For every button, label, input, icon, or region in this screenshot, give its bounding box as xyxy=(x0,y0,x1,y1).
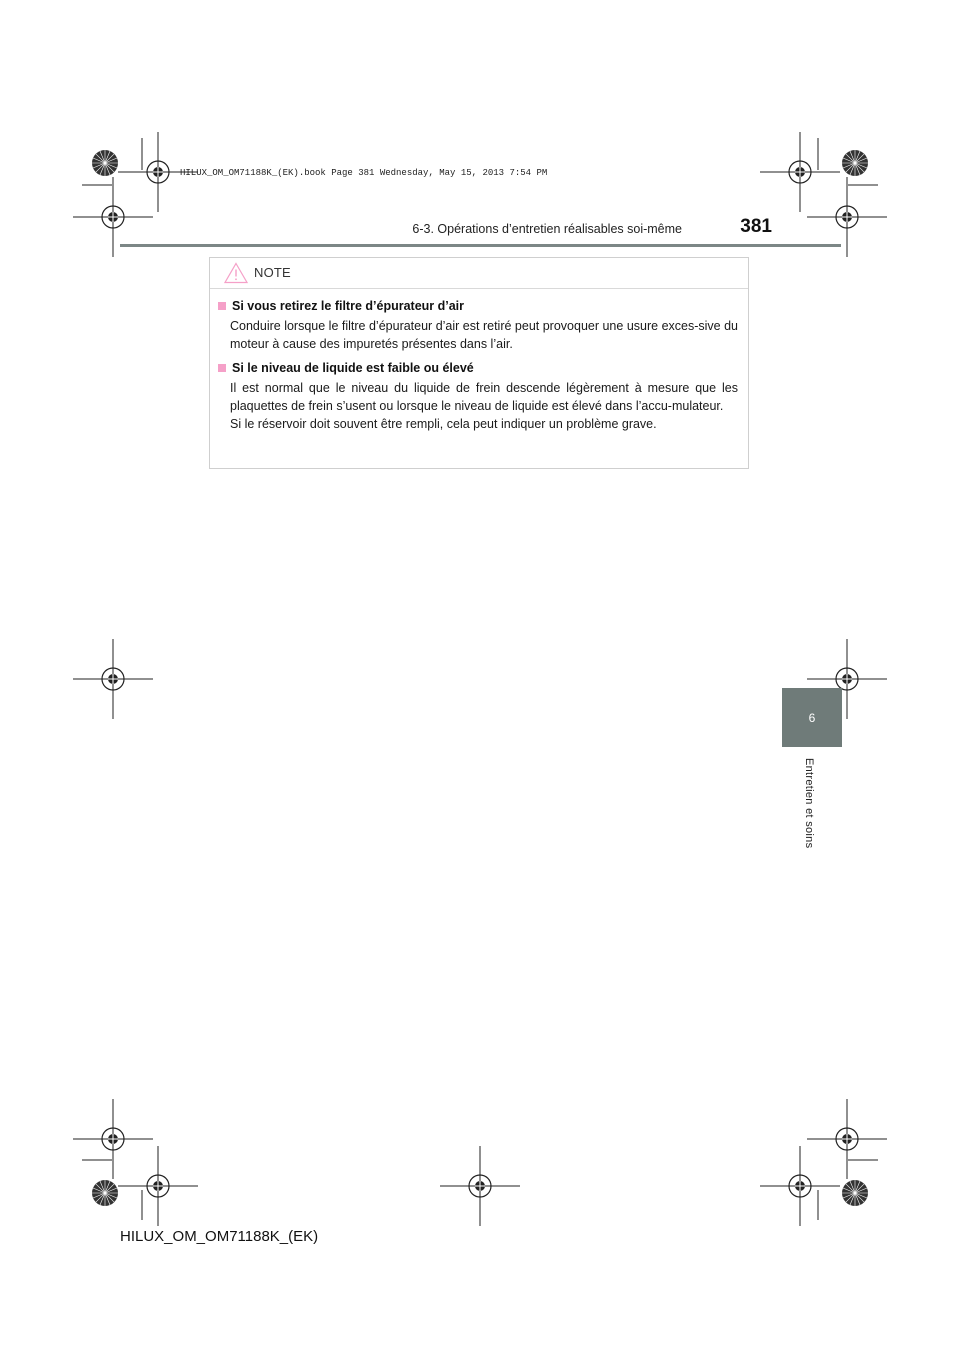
square-bullet-icon xyxy=(218,302,226,310)
note-item-text: Conduire lorsque le filtre d’épurateur d’air est retiré peut provoquer une usure exces-sive du moteur à cause des impuretés présentes dans l’air. xyxy=(230,319,738,351)
chapter-tab xyxy=(782,688,842,747)
note-item-heading-text: Si le niveau de liquide est faible ou élevé xyxy=(232,361,474,375)
section-title: 6-3. Opérations d’entretien réalisables soi-même xyxy=(412,222,682,236)
note-item-heading-text: Si vous retirez le filtre d’épurateur d’air xyxy=(232,299,465,313)
note-item xyxy=(218,361,738,433)
chapter-side-label: Entretien et soins xyxy=(803,758,815,849)
warning-triangle-icon xyxy=(224,262,248,284)
note-label: NOTE xyxy=(254,265,291,280)
note-header xyxy=(210,258,748,289)
note-item-text: Si le réservoir doit souvent être rempli, cela peut indiquer un problème grave. xyxy=(230,417,657,431)
note-item-heading xyxy=(218,299,738,313)
note-box xyxy=(209,257,749,469)
square-bullet-icon xyxy=(218,364,226,372)
page-number: 381 xyxy=(740,216,772,237)
header-rule xyxy=(120,244,841,247)
note-item-text: Il est normal que le niveau du liquide de frein descende légèrement à mesure que les plaquettes de frein s’usent ou lorsque le niveau de liquide est élevé dans l’accu-mulateur. xyxy=(230,381,738,413)
footer-document-code: HILUX_OM_OM71188K_(EK) xyxy=(120,1228,319,1245)
note-item xyxy=(218,299,738,353)
note-body xyxy=(210,289,748,433)
chapter-number: 6 xyxy=(808,710,816,725)
note-item-heading xyxy=(218,361,738,375)
book-file-info: HILUX_OM_OM71188K_(EK).book Page 381 Wednesday, May 15, 2013 7:54 PM xyxy=(180,168,548,178)
